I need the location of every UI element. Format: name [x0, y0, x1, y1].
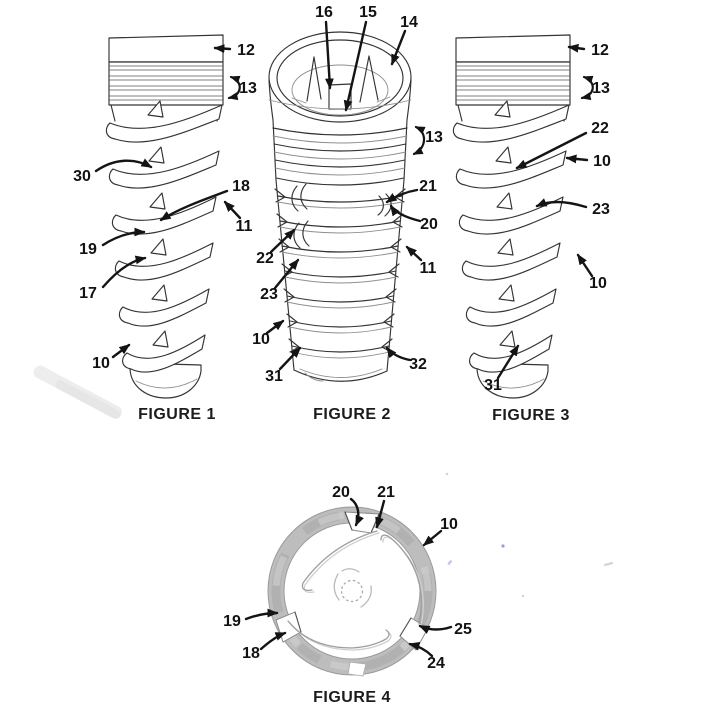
figure2 — [252, 4, 443, 423]
ref-label-20: 20 — [332, 484, 350, 501]
figure2-thread-lines — [278, 196, 402, 358]
ref-label-30: 30 — [73, 168, 91, 185]
ref-label-16: 16 — [315, 4, 333, 21]
leader-arrow-f4-10 — [424, 531, 441, 545]
figure3-caption: FIGURE 3 — [492, 407, 570, 424]
ref-label-13: 13 — [425, 129, 443, 146]
leader-arrow-f3-12 — [569, 47, 584, 49]
figure2-implant-drawing — [269, 32, 411, 381]
figure3-implant-drawing — [453, 35, 570, 398]
ref-label-20: 20 — [420, 216, 438, 233]
ref-label-17: 17 — [79, 285, 97, 302]
leader-arrow-f1-30 — [96, 161, 151, 171]
ref-label-24: 24 — [427, 655, 445, 672]
figure2-caption: FIGURE 2 — [313, 406, 391, 423]
leader-arrow-f4-18 — [261, 633, 285, 649]
ref-label-21: 21 — [377, 484, 395, 501]
ref-label-14: 14 — [400, 14, 418, 31]
figure2-microthread-rings — [273, 128, 407, 185]
ref-label-15: 15 — [359, 4, 377, 21]
ref-label-31: 31 — [484, 377, 502, 394]
leader-arrow-f3-10 — [567, 158, 587, 160]
figure4-bottom-view-drawing — [268, 507, 436, 676]
ref-label-18: 18 — [242, 645, 260, 662]
ref-label-19: 19 — [223, 613, 241, 630]
leader-arrow-f2-31 — [280, 348, 300, 369]
ref-label-10: 10 — [92, 355, 110, 372]
ref-label-12: 12 — [591, 42, 609, 59]
scan-artifacts — [32, 363, 614, 597]
ref-label-18: 18 — [232, 178, 250, 195]
leader-arrow-f2-11 — [407, 247, 421, 260]
figure2-flute-notches — [292, 184, 391, 248]
ref-label-10: 10 — [252, 331, 270, 348]
leader-arrow-f2-32 — [387, 348, 410, 360]
ref-label-12: 12 — [237, 42, 255, 59]
ref-label-21: 21 — [419, 178, 437, 195]
ref-label-25: 25 — [454, 621, 472, 638]
ref-label-19: 19 — [79, 241, 97, 258]
ref-label-23: 23 — [260, 286, 278, 303]
leader-arrow-f3-10b — [578, 255, 592, 276]
figure3 — [453, 35, 611, 424]
ref-label-31: 31 — [265, 368, 283, 385]
leader-arrow-f1-11 — [225, 202, 240, 218]
ref-label-22: 22 — [256, 250, 274, 267]
center-bore — [342, 581, 363, 602]
ref-label-32: 32 — [409, 356, 427, 373]
leader-arrow-f2-20 — [391, 206, 420, 221]
ref-label-10b: 10 — [589, 275, 607, 292]
ref-label-13: 13 — [239, 80, 257, 97]
ref-label-11: 11 — [419, 260, 437, 277]
ref-label-23: 23 — [592, 201, 610, 218]
ref-label-10: 10 — [593, 153, 611, 170]
figure1-caption: FIGURE 1 — [138, 406, 216, 423]
leader-arrow-f2-23 — [275, 260, 298, 288]
leader-arrow-f2-13 — [414, 127, 424, 154]
ref-label-13: 13 — [592, 80, 610, 97]
ref-label-11: 11 — [235, 218, 253, 235]
figure1 — [73, 35, 257, 423]
ref-label-10: 10 — [440, 516, 458, 533]
figure4 — [223, 484, 472, 706]
leader-arrow-f1-12 — [215, 48, 230, 49]
figure4-caption: FIGURE 4 — [313, 689, 391, 706]
ref-label-22: 22 — [591, 120, 609, 137]
